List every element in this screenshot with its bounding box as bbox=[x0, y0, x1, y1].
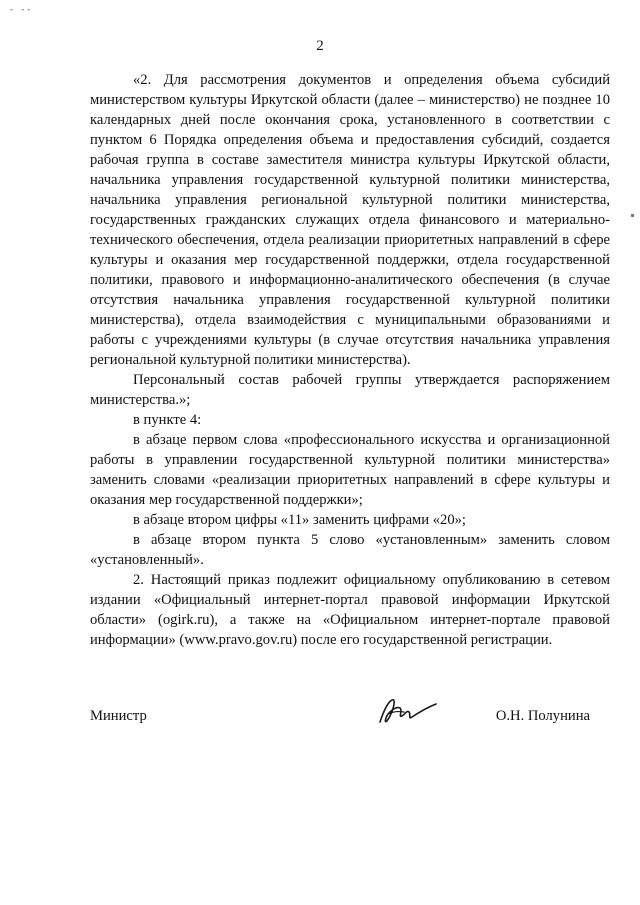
paragraph-point-5: в абзаце втором пункта 5 слово «установленным» заменить словом «установленный». bbox=[90, 532, 610, 568]
handwritten-signature-icon bbox=[374, 696, 438, 728]
signatory-name: О.Н. Полунина bbox=[495, 708, 590, 724]
paragraph-point-4: в пункте 4: bbox=[133, 412, 202, 428]
paragraph-publication: 2. Настоящий приказ подлежит официальному опубликованию в сетевом издании «Официальный интернет-портал правовой информации Иркутской области» (ogirk.ru), а также на «Официальном интернет-портале правовой информации» (www.pravo.gov.ru) после его государственной регистрации. bbox=[90, 572, 610, 648]
scan-speck bbox=[631, 214, 634, 217]
signatory-title: Министр bbox=[90, 708, 147, 724]
paragraph-second-subparagraph: в абзаце втором цифры «11» заменить цифрами «20»; bbox=[133, 512, 466, 528]
page-number: 2 bbox=[316, 38, 324, 54]
paragraph-personnel: Персональный состав рабочей группы утверждается распоряжением министерства.»; bbox=[90, 372, 610, 408]
document-body bbox=[90, 70, 610, 650]
signature-block bbox=[90, 700, 590, 730]
paragraph-item-2: «2. Для рассмотрения документов и определения объема субсидий министерством культуры Иркутской области (далее – министерство) не позднее 10 календарных дней после окончания срока, установленного в соответствии с пунктом 6 Порядка определения объема и предоставления субсидий, создается рабочая группа в составе заместителя министра культуры Иркутской области, начальника управления государственной культурной политики министерства, начальника управления региональной культурной политики министерства, государственных гражданских служащих отдела финансового и материально-технического обеспечения, отдела реализации приоритетных направлений в сфере культуры и оказания мер государственной поддержки, отдела государственной политики, правового и информационно-аналитического обеспечения (в случае отсутствия начальника управления государственной культурной политики министерства), отдела взаимодействия с муниципальными образованиями и работы с учреждениями культуры (в случае отсутствия начальника управления региональной культурной политики министерства). bbox=[90, 72, 610, 368]
paragraph-first-subparagraph: в абзаце первом слова «профессионального искусства и организационной работы в управлении государственной культурной политики министерства» заменить словами «реализации приоритетных направлений в сфере культуры и оказания мер государственной поддержки»; bbox=[90, 432, 610, 508]
corner-mark: - -- bbox=[10, 4, 34, 14]
